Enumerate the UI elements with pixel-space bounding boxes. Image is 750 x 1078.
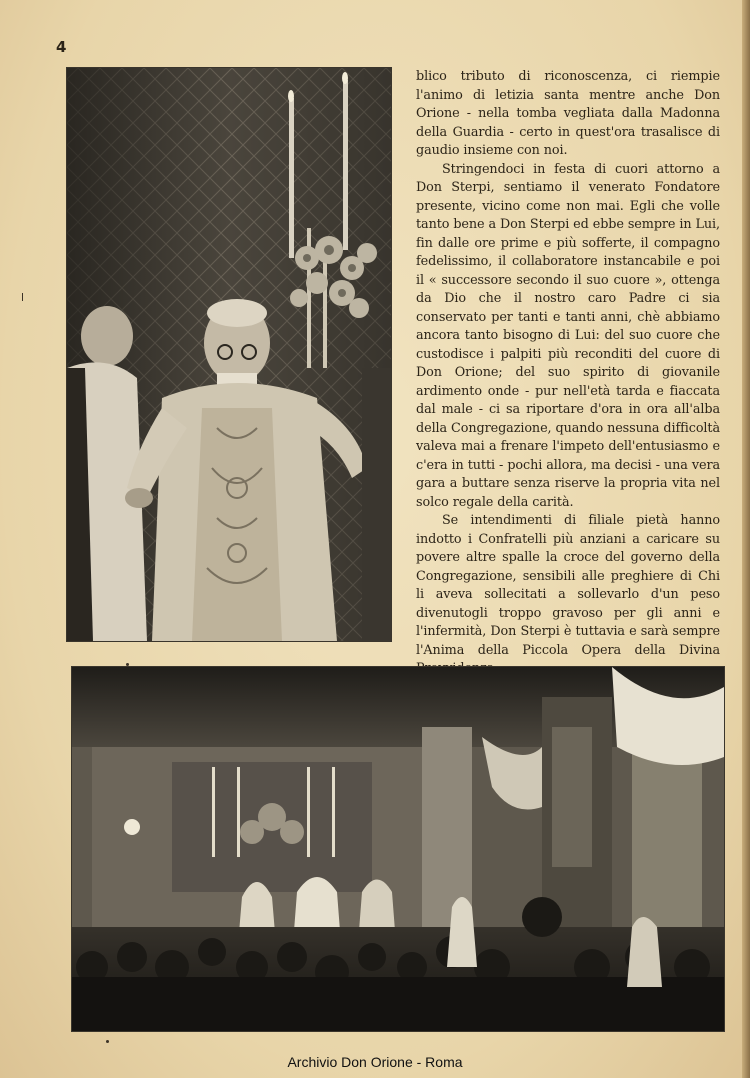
paragraph-2: Stringendoci in festa di cuori attorno a Don Sterpi, sentiamo il venerato Fondatore presente, vicino come non mai. Egli che volle tanto bene a Don Sterpi ed ebbe sempre in Lui, fin dalle ore prime e più sofferte, il compagno fedelissimo, il collaboratore instancabile e poi il « successore secondo il suo cuore », ottenga da Dio che il nostro caro Padre ci sia conservato per tanti e tanti anni, chè abbiamo ancora tanto bisogno di Lui: del suo cuore che custodisce i palpiti più reconditi del cuore di Don Orione; del suo spirito di giovanile ardimento onde - pur nell'età tarda e fiaccata dal male - ci sa riportare d'ora in ora all'alba della Congregazione, quando nessuna difficoltà valeva mai a frenare l'impeto dell'entusiasmo e c'era in tutti - pochi allora, ma decisi - una vera gara a buttare senza riserve la propria vita nel solco regale della carità. [416, 161, 720, 510]
photo-priest-vestments [67, 68, 391, 641]
speck [22, 293, 23, 301]
page-number: 4 [56, 38, 67, 56]
paragraph-1: blico tributo di riconoscenza, ci riempie l'animo di letizia santa mentre anche Don Orione - nella tomba vegliata dalla Madonna della Guardia - certo in quest'ora trasalisce di gaudio insieme con noi. [416, 69, 720, 158]
speck [106, 1040, 109, 1043]
article-text-column [416, 68, 720, 679]
speck [126, 663, 129, 666]
archive-footer: Archivio Don Orione - Roma [287, 1054, 463, 1070]
photo-chapel-mass [72, 667, 724, 1031]
page-edge [742, 0, 750, 1078]
paragraph-3: Se intendimenti di filiale pietà hanno indotto i Confratelli più anziani a caricare su povere altre spalle la croce del governo della Congregazione, sensibili alle preghiere di Chi li aveva sollecitati a sollevarlo d'un peso divenutogli troppo gravoso per gli anni e l'infermità, Don Sterpi è tuttavia e sarà sempre l'Anima della Piccola Opera della Divina [416, 513, 720, 658]
